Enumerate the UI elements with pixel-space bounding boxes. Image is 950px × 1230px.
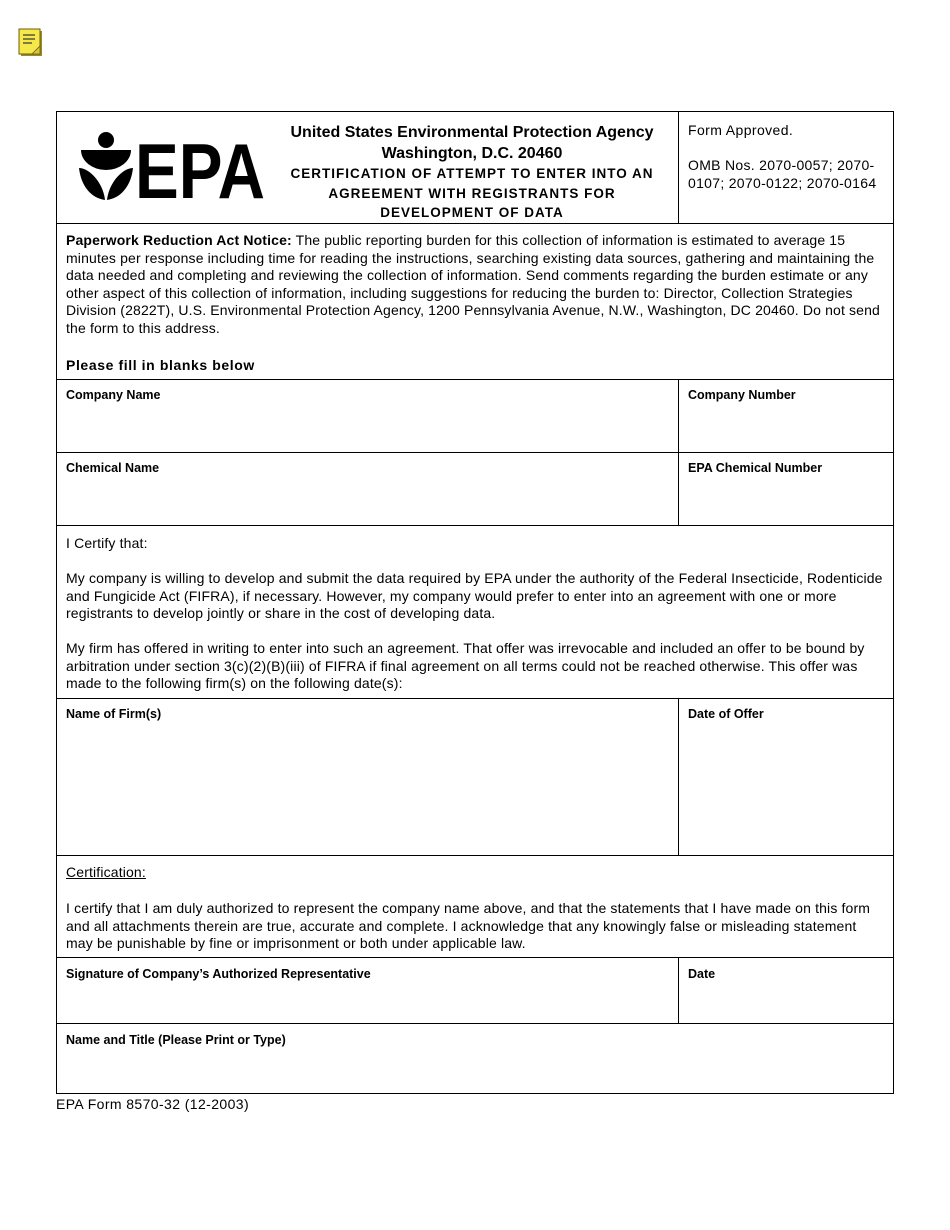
firm-names-input[interactable] — [66, 727, 670, 851]
signature-label: Signature of Company’s Authorized Representative — [66, 967, 371, 981]
signature-date-input[interactable] — [688, 986, 888, 1018]
company-number-label: Company Number — [688, 388, 796, 402]
signature-date-label: Date — [688, 967, 716, 981]
epa-form — [56, 111, 894, 1094]
certify-paragraph-1: My company is willing to develop and submit the data required by EPA under the authority of the Federal Insecticide, Rodenticide and Fungicide Act (FIFRA), if necessary. However, my company would prefer to enter into an agreement with one or more registrants to develop jointly or share in the cost of developing data. — [66, 570, 883, 622]
certify-section — [57, 526, 893, 699]
name-title-row — [57, 1024, 893, 1094]
form-header — [57, 112, 893, 224]
company-number-input[interactable] — [688, 408, 888, 446]
name-title-label: Name and Title (Please Print or Type) — [66, 1033, 286, 1047]
certification-statement: I certify that I am duly authorized to represent the company name above, and that the statements that I have made on this form and all attachments therein are true, accurate and complete. I acknowledge that any knowingly false or misleading statement may be punishable by fine or imprisonment or both under applicable law. — [66, 900, 871, 952]
form-title-line-1: CERTIFICATION OF ATTEMPT TO ENTER INTO AN — [290, 166, 654, 181]
certification-heading: Certification: — [66, 864, 146, 880]
signature-input[interactable] — [66, 986, 670, 1018]
company-row — [57, 380, 893, 453]
name-title-input[interactable] — [66, 1054, 888, 1088]
logo-letters: EPA — [135, 127, 265, 215]
agency-name: United States Environmental Protection Agency — [290, 124, 654, 141]
certification-section — [57, 856, 893, 958]
firm-names-label: Name of Firm(s) — [66, 707, 162, 721]
chemical-name-input[interactable] — [66, 481, 670, 519]
epa-chemical-number-label: EPA Chemical Number — [688, 461, 823, 475]
agency-address: Washington, D.C. 20460 — [381, 145, 563, 162]
header-title-block — [269, 122, 675, 223]
company-name-label: Company Name — [66, 388, 161, 402]
paperwork-notice — [66, 232, 886, 338]
chemical-row — [57, 453, 893, 526]
sticky-note-icon[interactable] — [18, 28, 44, 58]
fill-instruction: Please fill in blanks below — [66, 357, 255, 373]
date-of-offer-label: Date of Offer — [688, 707, 764, 721]
form-title-line-3: DEVELOPMENT OF DATA — [380, 205, 564, 220]
form-approved: Form Approved. — [688, 122, 794, 138]
epa-chemical-number-input[interactable] — [688, 481, 888, 519]
certify-paragraph-2: My firm has offered in writing to enter into such an agreement. That offer was irrevocable and included an offer to be bound by arbitration under section 3(c)(2)(B)(iii) of FIFRA if final agreement on all terms could not be reached otherwise. This offer was made to the following firm(s) on the following date(s): — [66, 640, 865, 692]
epa-logo — [77, 127, 267, 215]
firms-row — [57, 699, 893, 856]
form-number: EPA Form 8570-32 (12-2003) — [56, 1096, 250, 1112]
company-name-input[interactable] — [66, 408, 670, 446]
chemical-name-label: Chemical Name — [66, 461, 160, 475]
signature-row — [57, 958, 893, 1024]
date-of-offer-input[interactable] — [688, 727, 888, 851]
omb-numbers: OMB Nos. 2070-0057; 2070-0107; 2070-0122; 2070-0164 — [688, 157, 877, 191]
notice-body: The public reporting burden for this collection of information is estimated to average 15 minutes per response including time for reading the instructions, searching existing data sources, gathering and maintaining the data needed and completing and reviewing the collection of information. Send comments regarding the burden estimate or any other aspect of this collection of information, including suggestions for reducing the burden to: Director, Collection Strategies Division (2822T), U.S. Environmental Protection Agency, 1200 Pennsylvania Avenue, N.W., Washington, DC 20460. Do not send the form to this address. — [66, 232, 880, 336]
notice-heading: Paperwork Reduction Act Notice: — [66, 232, 292, 248]
paperwork-notice-section — [57, 224, 893, 380]
certify-intro: I Certify that: — [66, 535, 148, 551]
form-title-line-2: AGREEMENT WITH REGISTRANTS FOR — [328, 185, 616, 201]
